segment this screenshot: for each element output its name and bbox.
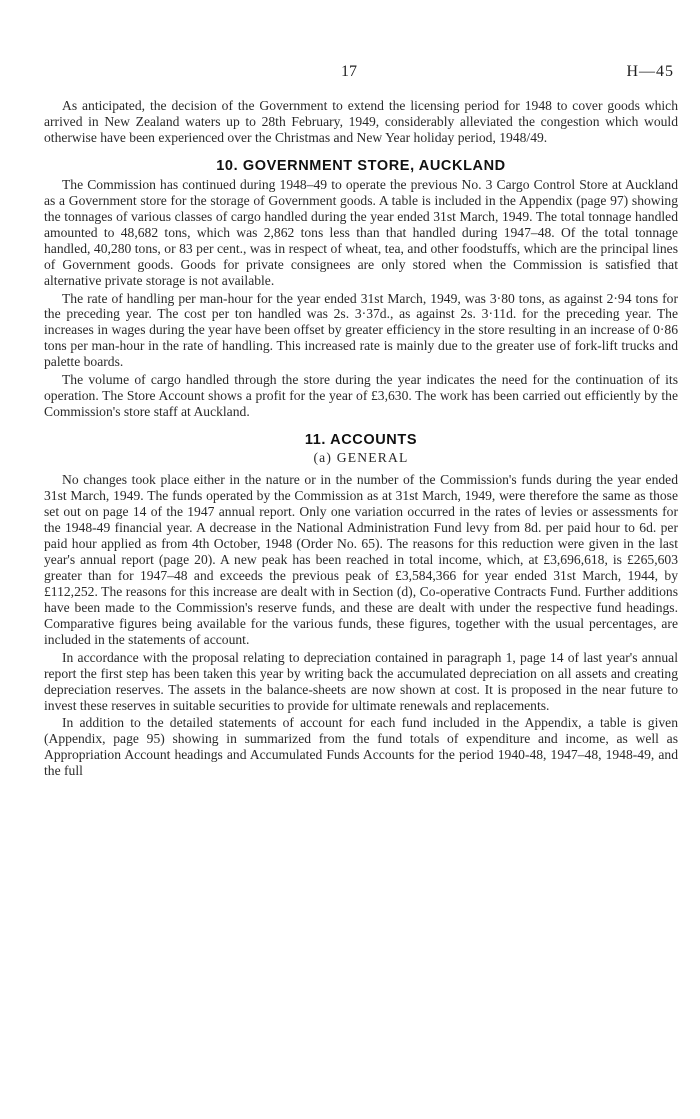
section-11-heading: 11. ACCOUNTS <box>304 432 418 449</box>
section-11-subheading: (a) GENERAL <box>313 450 409 466</box>
intro-paragraph: As anticipated, the decision of the Government to extend the licensing period for 1948 to cover goods which arrived in New Zealand waters up to 28th February, 1949, considerably alleviated the congestion which would otherwise have been experienced over the Christmas and New Year holiday period, 1948/49. <box>44 98 678 145</box>
document-body <box>44 98 678 779</box>
section-10-heading: 10. GOVERNMENT STORE, AUCKLAND <box>216 157 506 174</box>
store-paragraph-2: The rate of handling per man-hour for the year ended 31st March, 1949, was 3·80 tons, as against 2·94 tons for the preceding year. The cost per ton handled was 2s. 3·37d., as against 2s. 3·11d. for the preceding year. The increases in wages during the year have been offset by greater efficiency in the store resulting in an increase of 0·86 tons per man-hour in the rate of handling. This increased rate is mainly due to the greater use of fork-lift trucks and palette boards. <box>44 290 678 370</box>
accounts-paragraph-2: In accordance with the proposal relating to depreciation contained in paragraph 1, page 14 of last year's annual report the first step has been taken this year by writing back the accumulated depreciation on all assets and creating depreciation reserves. The assets in the balance-sheets are now shown at cost. It is proposed in the near future to invest these reserves in suitable securities to provide for ultimate renewals and replacements. <box>44 649 678 713</box>
page-number: 17 <box>341 63 357 80</box>
accounts-paragraph-3: In addition to the detailed statements of account for each fund included in the Appendix, a table is given (Appendix, page 95) showing in summarized from the fund totals of expenditure and income, as well as Appropriation Account headings and Accumulated Funds Accounts for the period 1940-48, 1947–48, 1948-49, and the full <box>44 715 678 779</box>
store-paragraph-3: The volume of cargo handled through the store during the year indicates the need for the continuation of its operation. The Store Account shows a profit for the year of £3,630. The work has been carried out efficiently by the Commission's store staff at Auckland. <box>44 372 678 420</box>
document-reference: H—45 <box>626 63 674 80</box>
store-paragraph-1: The Commission has continued during 1948–49 to operate the previous No. 3 Cargo Control Store at Auckland as a Government store for the storage of Government goods. A table is included in the Appendix (page 97) showing the tonnages of various classes of cargo handled during the year ended 31st March, 1949. The total tonnage handled amounted to 48,682 tons, which was 2,862 tons less than that handled during 1947–48. Of the total tonnage handled, 40,280 tons, or 83 per cent., was in respect of wheat, tea, and other foodstuffs, which are the principal lines of Government goods. Goods for private consignees are only stored when the Commission is satisfied that alternative private storage is not available. <box>44 176 678 288</box>
accounts-paragraph-1: No changes took place either in the nature or in the number of the Commission's funds during the year ended 31st March, 1949. The funds operated by the Commission as at 31st March, 1949, were therefore the same as those set out on page 14 of the 1947 annual report. Only one variation occurred in the rates of levies or assessments for the 1948-49 financial year. A decrease in the National Administration Fund levy from 8d. per paid hour to 6d. per paid hour applied as from 4th October, 1948 (Order No. 65). The reasons for this reduction were given in the last year's annual report (page 20). A new peak has been reached in total income, which, at £3,696,618, is £265,603 greater than for 1947–48 and exceeds the previous peak of £3,584,366 for year ended 31st March, 1944, by £112,252. The reasons for this increase are dealt with in Section (d), Co-operative Contracts Fund. Further additions have been made to the Commission's reserve funds, and these are dealt with under the respective fund headings. Comparative figures being available for the various funds, these figures, together with the usual percentages, are included in the statements of account. <box>44 472 678 647</box>
document-page <box>44 0 678 779</box>
running-header <box>44 0 678 80</box>
